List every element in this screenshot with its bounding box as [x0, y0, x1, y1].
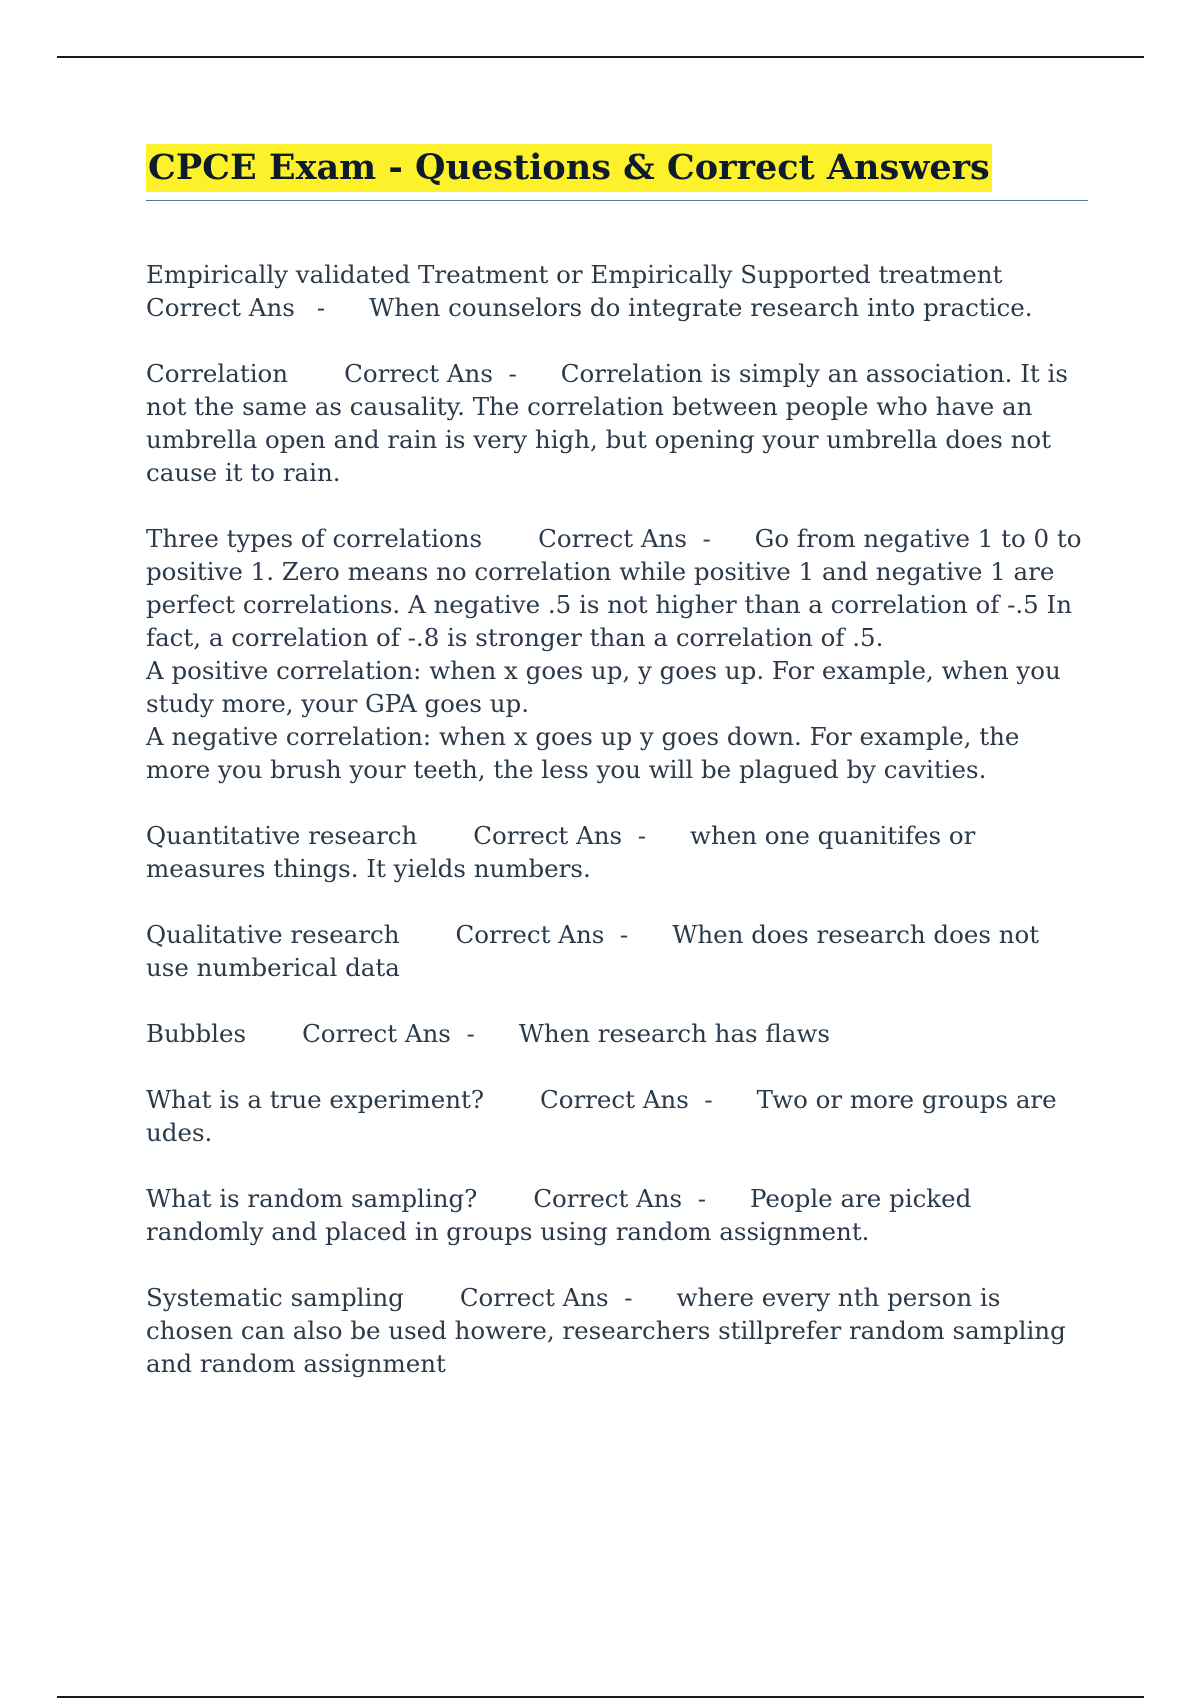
question-text: Correlation — [146, 359, 289, 388]
qa-entry — [146, 819, 1088, 885]
question-text: Three types of correlations — [146, 524, 483, 553]
separator: - — [697, 1184, 706, 1213]
question-text: Quantitative research — [146, 821, 418, 850]
answer-text: Two or more groups are udes. — [146, 1085, 1057, 1147]
answer-label: Correct Ans — [344, 359, 493, 388]
qa-line — [146, 918, 1088, 984]
qa-entry — [146, 1017, 1088, 1050]
separator: - — [316, 293, 326, 322]
qa-line — [146, 819, 1088, 885]
answer-extra-text: A negative correlation: when x goes up y goes down. For example, the more you brush your teeth, the less you will be plagued by cavities. — [146, 722, 1020, 784]
separator: - — [702, 524, 711, 553]
question-text: What is random sampling? — [146, 1184, 478, 1213]
page-title: CPCE Exam - Questions & Correct Answers — [146, 144, 992, 192]
answer-text: Correlation is simply an association. It is not the same as causality. The correlation between people who have an umbrella open and rain is very high, but opening your umbrella does not cause it to rain. — [146, 359, 1068, 487]
qa-entry — [146, 357, 1088, 489]
answer-text: When research has flaws — [518, 1019, 830, 1048]
qa-line — [146, 357, 1088, 489]
answer-label: Correct Ans — [302, 1019, 451, 1048]
question-text: Bubbles — [146, 1019, 247, 1048]
qa-entry — [146, 1083, 1088, 1149]
qa-entry — [146, 918, 1088, 984]
qa-entry — [146, 1281, 1088, 1380]
answer-text: People are picked randomly and placed in groups using random assignment. — [146, 1184, 972, 1246]
answer-label: Correct Ans — [533, 1184, 683, 1213]
separator: - — [619, 920, 629, 949]
answer-label: Correct Ans — [539, 1085, 689, 1114]
answer-text: where every nth person is chosen can also be used howere, researchers stillprefer random sampling and random assignment — [146, 1283, 1066, 1378]
header-rule — [57, 56, 1144, 58]
answer-label: Correct Ans — [459, 1283, 609, 1312]
answer-text: When counselors do integrate research into practice. — [369, 293, 1033, 322]
answer-label: Correct Ans — [473, 821, 623, 850]
qa-line — [146, 258, 1088, 324]
qa-list — [146, 258, 1088, 1413]
separator: - — [704, 1085, 713, 1114]
title-block — [146, 144, 1088, 201]
question-text: Systematic sampling — [146, 1283, 404, 1312]
question-text: What is a true experiment? — [146, 1085, 484, 1114]
answer-text: Go from negative 1 to 0 to positive 1. Zero means no correlation while positive 1 and negative 1 are perfect correlations. A negative .5 is not higher than a correlation of -.5 In fact, a correlation of -.8 is stronger than a correlation of .5. — [146, 524, 1082, 652]
qa-line — [146, 1281, 1088, 1380]
qa-entry — [146, 522, 1088, 786]
question-text: Qualitative research — [146, 920, 400, 949]
qa-line — [146, 1017, 1088, 1050]
separator: - — [624, 1283, 633, 1312]
qa-line — [146, 1083, 1088, 1149]
separator: - — [508, 359, 517, 388]
answer-label: Correct Ans — [146, 293, 295, 322]
answer-text: When does research does not use numberical data — [146, 920, 1040, 982]
answer-text: when one quanitifes or measures things. It yields numbers. — [146, 821, 976, 883]
answer-label: Correct Ans — [538, 524, 687, 553]
qa-line — [146, 1182, 1088, 1248]
answer-label: Correct Ans — [455, 920, 605, 949]
footer-rule — [57, 1696, 1144, 1698]
qa-line — [146, 522, 1088, 654]
answer-extra-text: A positive correlation: when x goes up, y goes up. For example, when you study more, your GPA goes up. — [146, 656, 1061, 718]
qa-entry — [146, 1182, 1088, 1248]
qa-entry — [146, 258, 1088, 324]
separator: - — [466, 1019, 475, 1048]
question-text: Empirically validated Treatment or Empirically Supported treatment — [146, 260, 1003, 289]
separator: - — [637, 821, 646, 850]
